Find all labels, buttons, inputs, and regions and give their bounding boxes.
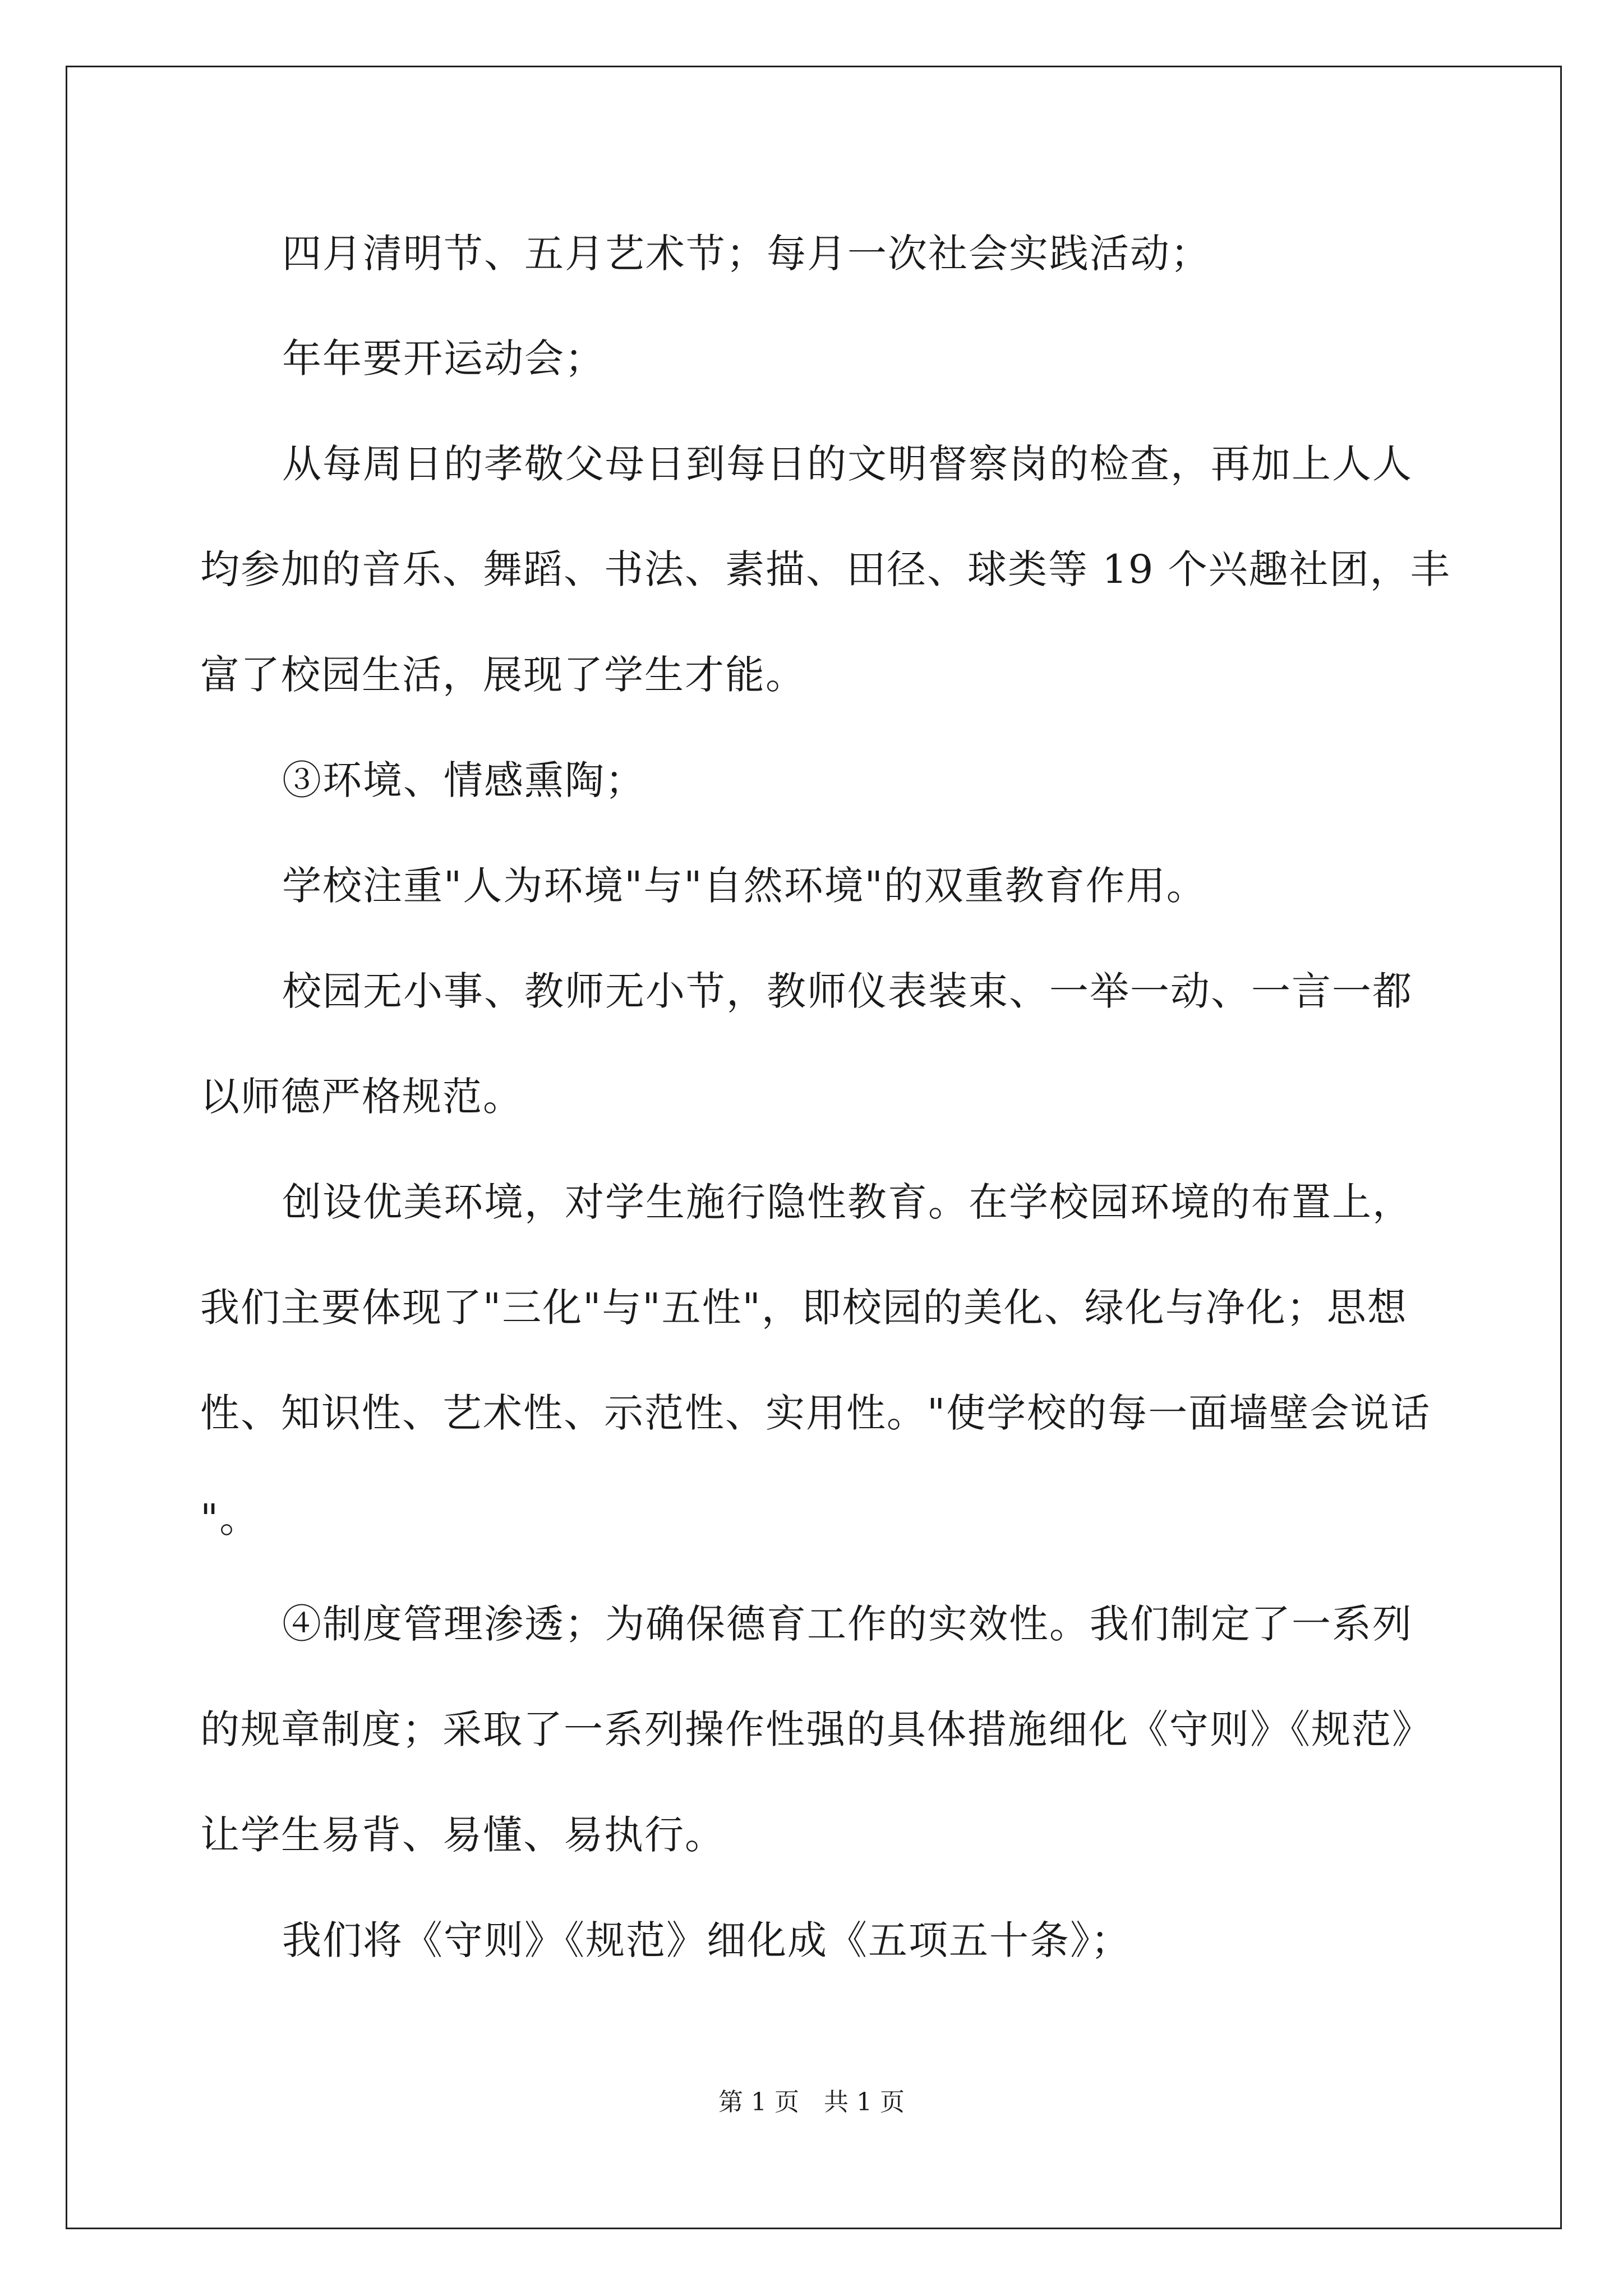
text-line: 富了校园生活，展现了学生才能。 <box>200 652 806 698</box>
text-line: ④制度管理渗透；为确保德育工作的实效性。我们制定了一系列 <box>282 1601 1413 1647</box>
text-line: ③环境、情感熏陶； <box>282 757 645 803</box>
text-line: 让学生易背、易懂、易执行。 <box>200 1812 725 1858</box>
text-line: 学校注重"人为环境"与"自然环境"的双重教育作用。 <box>282 863 1207 909</box>
text-line: 我们主要体现了"三化"与"五性"，即校园的美化、绿化与净化；思想 <box>200 1285 1408 1331</box>
text-line: 四月清明节、五月艺术节；每月一次社会实践活动； <box>282 231 1211 277</box>
text-line: 性、知识性、艺术性、示范性、实用性。"使学校的每一面墙壁会说话 <box>200 1390 1431 1436</box>
text-line: 从每周日的孝敬父母日到每日的文明督察岗的检查，再加上人人 <box>282 441 1413 487</box>
text-line: 我们将《守则》《规范》细化成《五项五十条》； <box>282 1917 1131 1963</box>
page-border <box>66 66 1562 2229</box>
text-line: 年年要开运动会； <box>282 335 605 381</box>
text-line: 的规章制度；采取了一系列操作性强的具体措施细化《守则》《规范》 <box>200 1706 1432 1752</box>
text-line: 创设优美环境，对学生施行隐性教育。在学校园环境的布置上， <box>282 1179 1413 1225</box>
text-line: 均参加的音乐、舞蹈、书法、素描、田径、球类等 19 个兴趣社团，丰 <box>200 546 1451 592</box>
text-line: "。 <box>200 1496 260 1542</box>
page-number-footer: 第 1 页 共 1 页 <box>718 2088 905 2116</box>
text-line: 校园无小事、教师无小节，教师仪表装束、一举一动、一言一都 <box>282 968 1413 1014</box>
text-line: 以师德严格规范。 <box>200 1074 523 1120</box>
